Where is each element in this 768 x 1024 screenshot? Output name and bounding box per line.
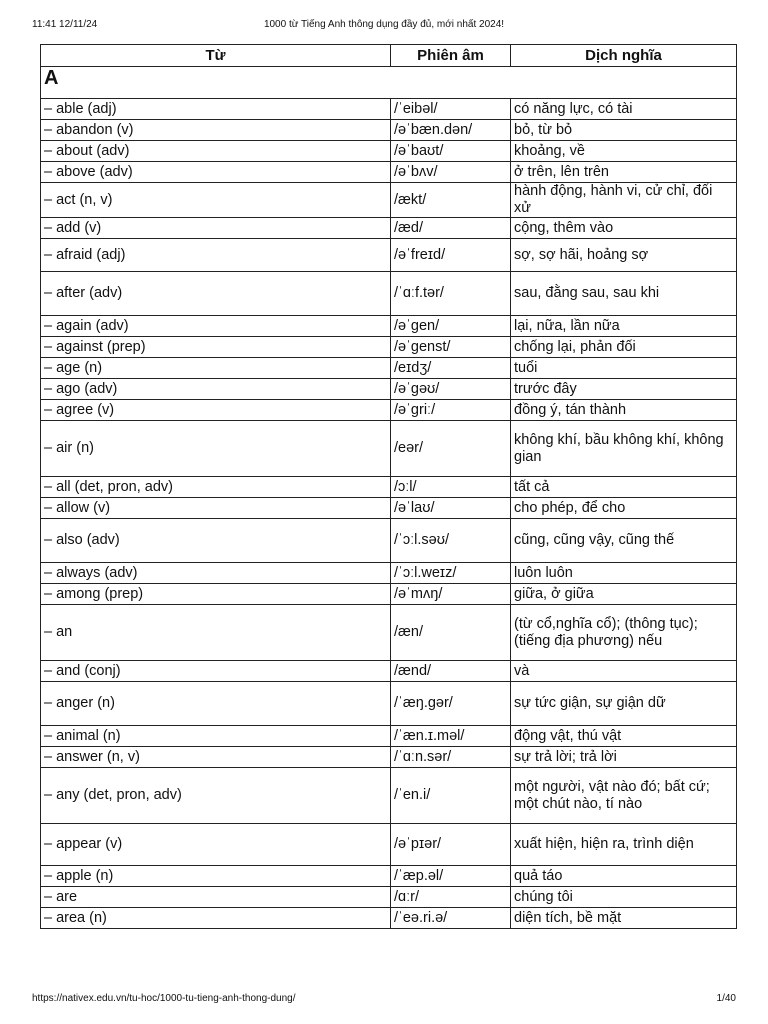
table-row xyxy=(41,768,737,824)
pronunciation-cell: /eɪdʒ/ xyxy=(391,358,511,379)
meaning-cell: xuất hiện, hiện ra, trình diện xyxy=(511,824,737,866)
meaning-cell: bỏ, từ bỏ xyxy=(511,120,737,141)
table-row xyxy=(41,682,737,726)
meaning-cell: hành động, hành vi, cử chỉ, đối xử xyxy=(511,183,737,218)
meaning-cell: cũng, cũng vậy, cũng thế xyxy=(511,519,737,563)
pronunciation-cell: /ˈæn.ɪ.məl/ xyxy=(391,726,511,747)
table-row xyxy=(41,887,737,908)
word-cell: – appear (v) xyxy=(41,824,391,866)
pronunciation-cell: /ˈɑːn.sər/ xyxy=(391,747,511,768)
pronunciation-cell: /ˈɔːl.səʊ/ xyxy=(391,519,511,563)
meaning-cell: lại, nữa, lần nữa xyxy=(511,316,737,337)
meaning-cell: một người, vật nào đó; bất cứ; một chút nào, tí nào xyxy=(511,768,737,824)
word-cell: – answer (n, v) xyxy=(41,747,391,768)
word-cell: – able (adj) xyxy=(41,99,391,120)
meaning-cell: ở trên, lên trên xyxy=(511,162,737,183)
header-pronunciation: Phiên âm xyxy=(391,45,511,67)
word-cell: – apple (n) xyxy=(41,866,391,887)
table-row xyxy=(41,477,737,498)
pronunciation-cell: /æd/ xyxy=(391,218,511,239)
print-header xyxy=(0,19,768,33)
word-cell: – age (n) xyxy=(41,358,391,379)
word-cell: – area (n) xyxy=(41,908,391,929)
table-row xyxy=(41,358,737,379)
word-cell: – against (prep) xyxy=(41,337,391,358)
pronunciation-cell: /əˈlaʊ/ xyxy=(391,498,511,519)
meaning-cell: và xyxy=(511,661,737,682)
word-cell: – and (conj) xyxy=(41,661,391,682)
pronunciation-cell: /ˈæŋ.gər/ xyxy=(391,682,511,726)
print-page-title: 1000 từ Tiếng Anh thông dụng đầy đủ, mới nhất 2024! xyxy=(263,19,505,30)
meaning-cell: sau, đằng sau, sau khi xyxy=(511,272,737,316)
word-cell: – air (n) xyxy=(41,421,391,477)
meaning-cell: giữa, ở giữa xyxy=(511,584,737,605)
word-cell: – anger (n) xyxy=(41,682,391,726)
word-cell: – among (prep) xyxy=(41,584,391,605)
word-cell: – any (det, pron, adv) xyxy=(41,768,391,824)
table-row xyxy=(41,519,737,563)
word-cell: – add (v) xyxy=(41,218,391,239)
table-row xyxy=(41,908,737,929)
word-cell: – allow (v) xyxy=(41,498,391,519)
word-cell: – after (adv) xyxy=(41,272,391,316)
meaning-cell: đồng ý, tán thành xyxy=(511,400,737,421)
meaning-cell: không khí, bầu không khí, không gian xyxy=(511,421,737,477)
table-row xyxy=(41,337,737,358)
table-row xyxy=(41,141,737,162)
pronunciation-cell: /ɔːl/ xyxy=(391,477,511,498)
meaning-cell: diện tích, bề mặt xyxy=(511,908,737,929)
pronunciation-cell: /æn/ xyxy=(391,605,511,661)
pronunciation-cell: /əˈbæn.dən/ xyxy=(391,120,511,141)
word-cell: – afraid (adj) xyxy=(41,239,391,272)
header-meaning: Dịch nghĩa xyxy=(511,45,737,67)
vocabulary-table xyxy=(40,44,737,929)
meaning-cell: trước đây xyxy=(511,379,737,400)
meaning-cell: có năng lực, có tài xyxy=(511,99,737,120)
pronunciation-cell: /ˈen.i/ xyxy=(391,768,511,824)
word-cell: – an xyxy=(41,605,391,661)
meaning-cell: chúng tôi xyxy=(511,887,737,908)
pronunciation-cell: /ækt/ xyxy=(391,183,511,218)
section-letter-text: A xyxy=(44,67,59,89)
pronunciation-cell: /ˈɑːf.tər/ xyxy=(391,272,511,316)
pronunciation-cell: /ˈeibəl/ xyxy=(391,99,511,120)
table-row xyxy=(41,661,737,682)
pronunciation-cell: /ˈɔːl.weɪz/ xyxy=(391,563,511,584)
word-cell: – always (adv) xyxy=(41,563,391,584)
meaning-cell: quả táo xyxy=(511,866,737,887)
pronunciation-cell: /əˈmʌŋ/ xyxy=(391,584,511,605)
table-row xyxy=(41,747,737,768)
word-cell: – ago (adv) xyxy=(41,379,391,400)
section-letter xyxy=(41,67,737,99)
print-footer xyxy=(0,993,768,1007)
table-row xyxy=(41,726,737,747)
table-row xyxy=(41,824,737,866)
meaning-cell: khoảng, về xyxy=(511,141,737,162)
table-row xyxy=(41,99,737,120)
word-cell: – about (adv) xyxy=(41,141,391,162)
table-row xyxy=(41,866,737,887)
pronunciation-cell: /əˈbʌv/ xyxy=(391,162,511,183)
meaning-cell: cộng, thêm vào xyxy=(511,218,737,239)
word-cell: – above (adv) xyxy=(41,162,391,183)
meaning-cell: luôn luôn xyxy=(511,563,737,584)
meaning-cell: động vật, thú vật xyxy=(511,726,737,747)
table-row xyxy=(41,183,737,218)
table-row xyxy=(41,605,737,661)
table-row xyxy=(41,239,737,272)
pronunciation-cell: /əˈfreɪd/ xyxy=(391,239,511,272)
pronunciation-cell: /ˈæp.əl/ xyxy=(391,866,511,887)
header-word: Từ xyxy=(41,45,391,67)
pronunciation-cell: /əˈgəʊ/ xyxy=(391,379,511,400)
table-row xyxy=(41,162,737,183)
word-cell: – act (n, v) xyxy=(41,183,391,218)
print-url: https://nativex.edu.vn/tu-hoc/1000-tu-tieng-anh-thong-dung/ xyxy=(32,993,296,1004)
word-cell: – agree (v) xyxy=(41,400,391,421)
pronunciation-cell: /əˈpɪər/ xyxy=(391,824,511,866)
pronunciation-cell: /eər/ xyxy=(391,421,511,477)
word-cell: – also (adv) xyxy=(41,519,391,563)
table-row xyxy=(41,316,737,337)
word-cell: – are xyxy=(41,887,391,908)
table-row xyxy=(41,400,737,421)
word-cell: – all (det, pron, adv) xyxy=(41,477,391,498)
table-row xyxy=(41,563,737,584)
table-row xyxy=(41,120,737,141)
word-cell: – abandon (v) xyxy=(41,120,391,141)
section-letter-row xyxy=(41,67,737,99)
pronunciation-cell: /ˈeə.ri.ə/ xyxy=(391,908,511,929)
meaning-cell: tuổi xyxy=(511,358,737,379)
pronunciation-cell: /əˈgenst/ xyxy=(391,337,511,358)
meaning-cell: cho phép, để cho xyxy=(511,498,737,519)
pronunciation-cell: /əˈgriː/ xyxy=(391,400,511,421)
pronunciation-cell: /ɑːr/ xyxy=(391,887,511,908)
word-cell: – animal (n) xyxy=(41,726,391,747)
table-row xyxy=(41,421,737,477)
meaning-cell: chống lại, phản đối xyxy=(511,337,737,358)
print-page-number: 1/40 xyxy=(716,993,736,1004)
table-row xyxy=(41,584,737,605)
pronunciation-cell: /ænd/ xyxy=(391,661,511,682)
meaning-cell: (từ cổ,nghĩa cổ); (thông tục); (tiếng địa phương) nếu xyxy=(511,605,737,661)
print-datetime: 11:41 12/11/24 xyxy=(32,19,98,30)
meaning-cell: tất cả xyxy=(511,477,737,498)
meaning-cell: sự tức giận, sự giận dữ xyxy=(511,682,737,726)
pronunciation-cell: /əˈgen/ xyxy=(391,316,511,337)
table-row xyxy=(41,272,737,316)
pronunciation-cell: /əˈbaʊt/ xyxy=(391,141,511,162)
table-header-row xyxy=(41,45,737,67)
table-row xyxy=(41,498,737,519)
meaning-cell: sự trả lời; trả lời xyxy=(511,747,737,768)
meaning-cell: sợ, sợ hãi, hoảng sợ xyxy=(511,239,737,272)
table-row xyxy=(41,218,737,239)
word-cell: – again (adv) xyxy=(41,316,391,337)
table-row xyxy=(41,379,737,400)
